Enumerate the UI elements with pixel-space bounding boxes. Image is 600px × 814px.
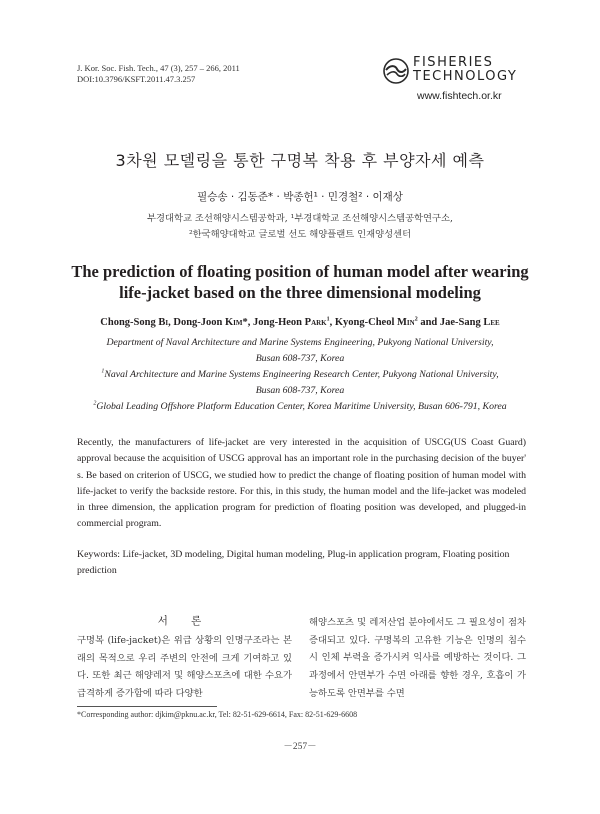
abstract: Recently, the manufacturers of life-jacket are very interested in the acquisition of USCG(US Coast Guard) approval because the acquisition of USCG approval has an important role in the purchasing decision of the buyer' s. Be based on criterion of USCG, we studied how to predict the change of floating position of human model with life-jacket to verify the backside restore. For this, in this study, the human model and the life-jacket was modeled in three dimension, the application program for prediction of floating position was developed, and plugged-in commercial program. (77, 437, 526, 530)
title-english: The prediction of floating position of human model after wearing life-jacket based on the three dimensional modeling (71, 262, 529, 302)
author-2: Dong-Joon Kim* (173, 317, 248, 328)
author-1: Chong-Song Bi (100, 317, 169, 328)
authors-english: Chong-Song Bi, Dong-Joon Kim*, Jong-Heon Park$^1$, Kyong-Cheol Min$^2$ and Jae-Sang Lee (100, 316, 500, 328)
section-heading-introduction: 서 론 (157, 615, 212, 627)
keywords-label: Keywords: (77, 549, 120, 560)
fish-wave-logo-icon (383, 58, 409, 84)
affiliation-korean-line2: ²한국해양대학교 글로벌 선도 해양플랜트 인재양성센터 (188, 229, 412, 240)
keywords (77, 547, 526, 580)
affiliation-korean-line1: 부경대학교 조선해양시스템공학과, ¹부경대학교 조선해양시스템공학연구소, (147, 213, 453, 224)
logo-line-fisheries: FISHERIES (413, 55, 494, 70)
author-4: Kyong-Cheol Min$^2$ (334, 316, 418, 328)
affiliation-english-1: $^1$Naval Architecture and Marine Systems Engineering Research Center, Pukyong National University, Busan 608-737, Korea (101, 368, 499, 396)
page-number: －257－ (283, 742, 317, 752)
authors-korean: 필승송 · 김동준* · 박종헌¹ · 민경철² · 이재상 (197, 191, 403, 203)
corresponding-author-footnote: *Corresponding author: djkim@pknu.ac.kr, Tel: 82-51-629-6614, Fax: 82-51-629-6608 (77, 710, 358, 719)
logo-line-technology: TECHNOLOGY (413, 68, 518, 84)
journal-citation-line: J. Kor. Soc. Fish. Tech., 47 (3), 257 – 266, 2011 (77, 63, 240, 73)
author-5: Jae-Sang Lee (439, 317, 500, 328)
journal-url: www.fishtech.or.kr (417, 90, 502, 102)
author-conjunction: and (420, 317, 438, 328)
journal-citation (77, 63, 240, 85)
keywords-text: Life-jacket, 3D modeling, Digital human modeling, Plug-in application program, Floating position prediction (77, 549, 510, 577)
body-column-left: 구명복 (life-jacket)은 위급 상황의 인명구조라는 본래의 목적으로 우리 주변의 안전에 크게 기여하고 있다. 또한 최근 해양레저 및 해양스포츠에 대한 수요가 급격하게 증가함에 따라 다양한 (77, 635, 292, 700)
body-column-right: 해양스포츠 및 레저산업 분야에서도 그 필요성이 점차 증대되고 있다. 구명복의 고유한 기능은 인명의 침수 시 인체 부력을 증가시켜 익사를 예방하는 것이다. 그 과정에서 안면부가 수면 아래를 향한 경우, 호흡이 가능하도록 안면부를 수면 (309, 617, 526, 699)
footnote-divider (77, 706, 217, 707)
title-korean: 3차원 모델링을 통한 구명복 착용 후 부양자세 예측 (115, 151, 485, 170)
author-3: Jong-Heon Park$^1$ (253, 316, 330, 328)
logo-wordmark (413, 56, 517, 83)
journal-doi: DOI:10.3796/KSFT.2011.47.3.257 (77, 74, 196, 84)
affiliation-english-2: $^2$Global Leading Offshore Platform Education Center, Korea Maritime University, Busan 606-791, Korea (93, 400, 507, 412)
affiliation-english-0: Department of Naval Architecture and Marine Systems Engineering, Pukyong National University, Busan 608-737, Korea (106, 337, 494, 364)
